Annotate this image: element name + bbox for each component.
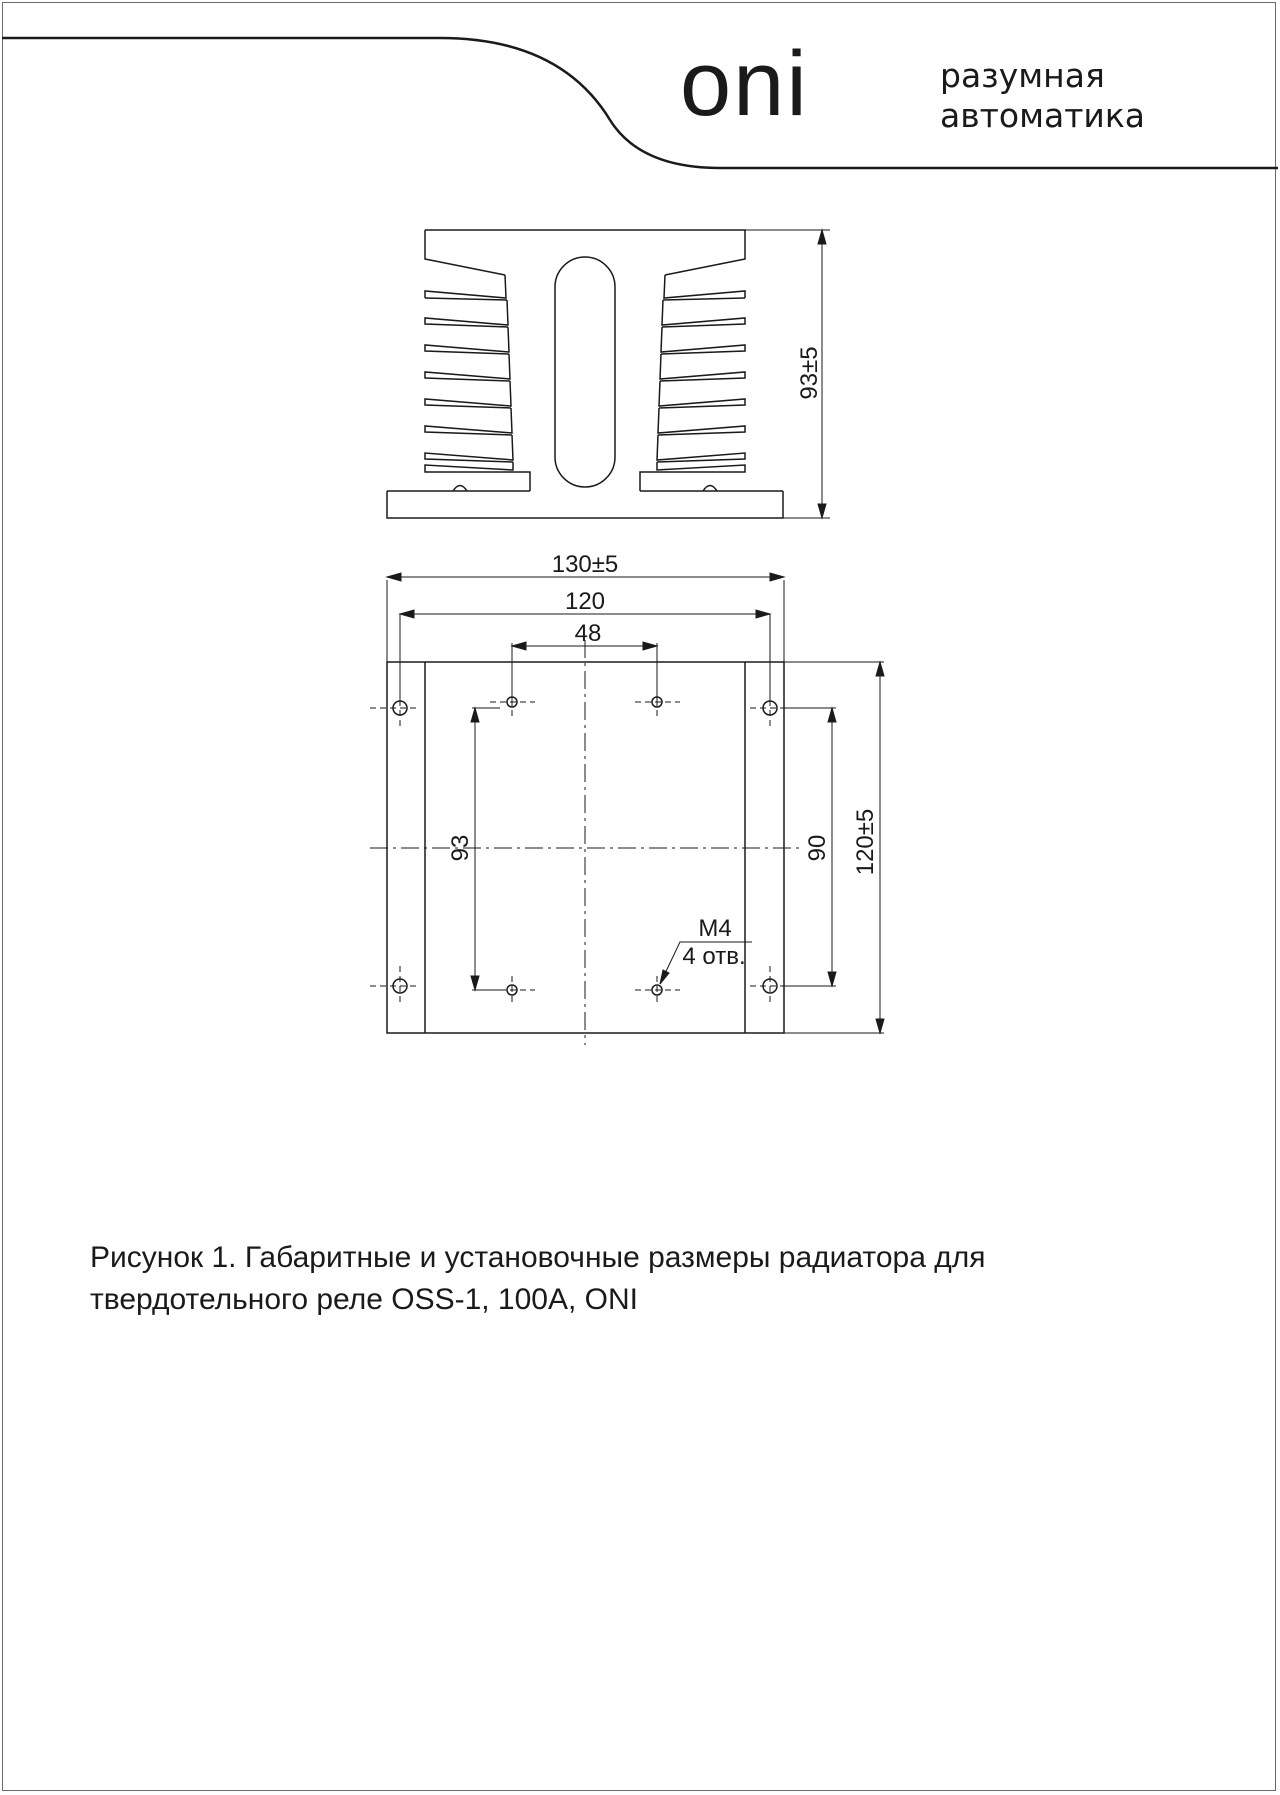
caption-line-2: твердотельного реле OSS-1, 100A, ONI bbox=[90, 1283, 638, 1316]
tagline-line-2: автоматика bbox=[940, 96, 1146, 135]
figure-caption bbox=[90, 1237, 1210, 1321]
dim-overall-width-label: 130±5 bbox=[551, 551, 619, 578]
dim-height-label: 93±5 bbox=[796, 346, 823, 400]
dim-overall-depth-label: 120±5 bbox=[852, 808, 879, 876]
caption-line-1: Рисунок 1. Габаритные и установочные размеры радиатора для bbox=[90, 1241, 986, 1274]
thread-label: M4 bbox=[698, 915, 732, 942]
dim-outer-vertical-label: 90 bbox=[804, 834, 831, 862]
top-view bbox=[370, 573, 884, 1045]
dim-hole-span-inner-label: 48 bbox=[574, 620, 602, 647]
brand-logo-text: oni bbox=[680, 33, 809, 135]
tagline-line-1: разумная bbox=[940, 56, 1105, 95]
dim-inner-vertical-label: 93 bbox=[447, 834, 474, 862]
side-view bbox=[387, 230, 830, 518]
dim-hole-span-outer-label: 120 bbox=[564, 588, 606, 615]
holes-count-label: 4 отв. bbox=[682, 943, 746, 970]
